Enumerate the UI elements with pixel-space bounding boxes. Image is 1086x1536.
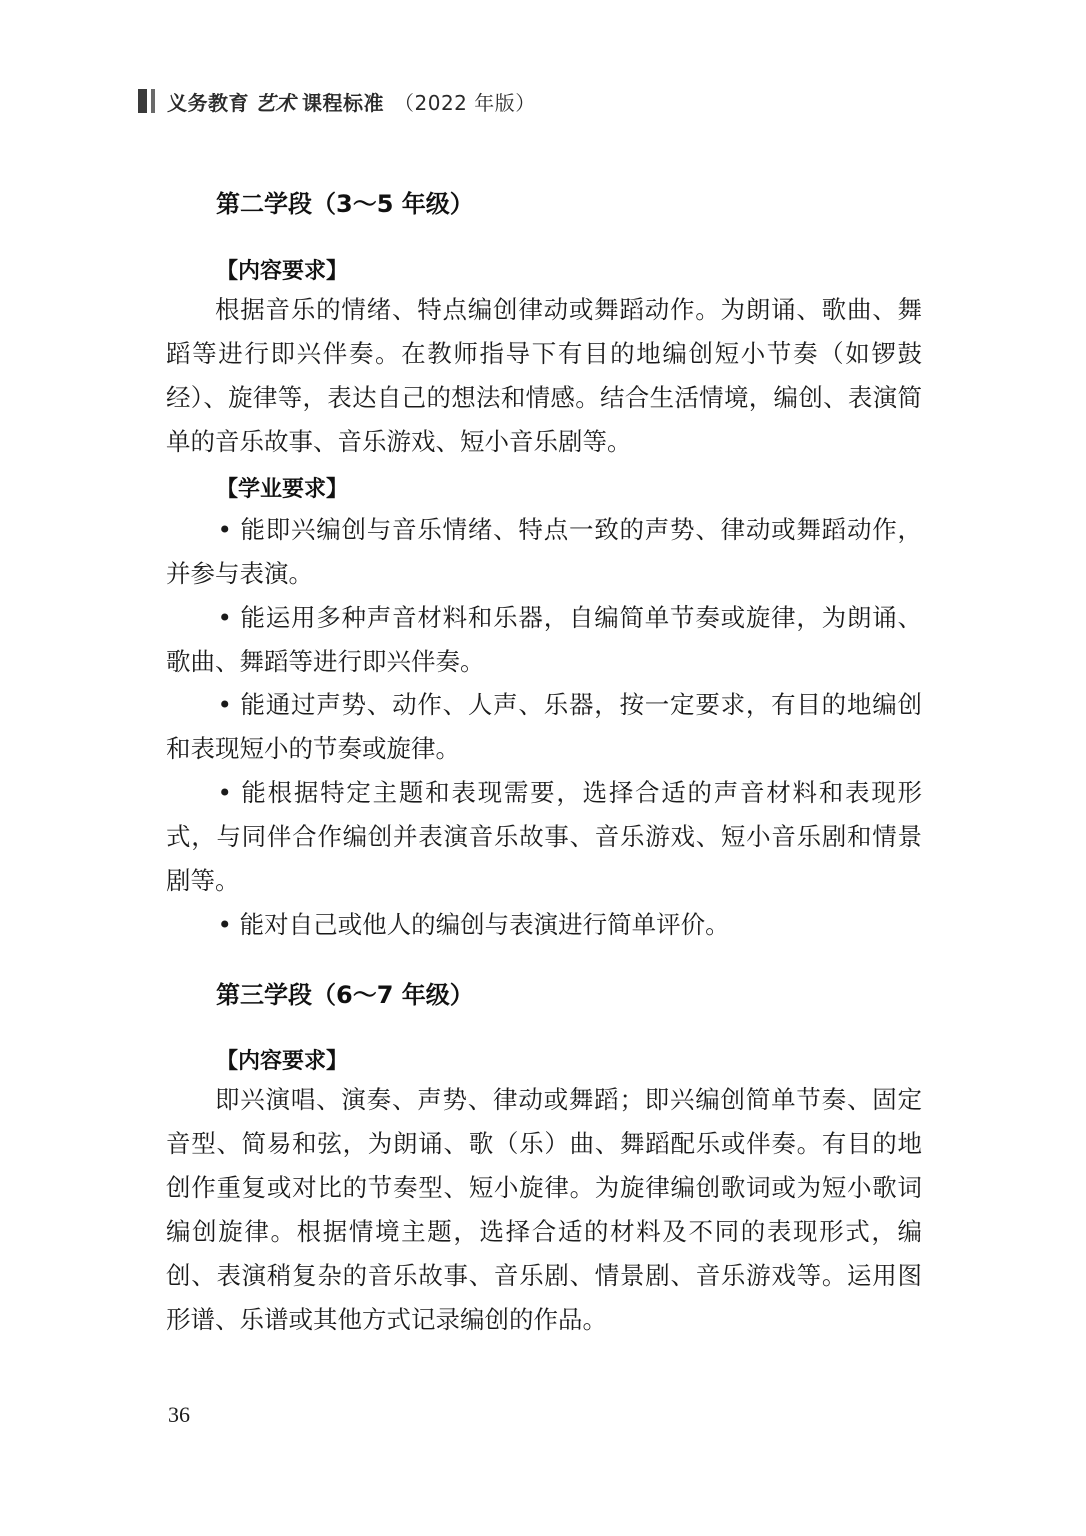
section2-content-heading: 【内容要求】 [216,259,349,284]
header-bar-thin [151,89,155,113]
running-header [138,86,536,116]
section2-bullet-3: • 能通过声势、动作、人声、乐器，按一定要求，有目的地编创和表现短小的节奏或旋律。 [166,690,922,763]
section2-title: 第二学段（3～5 年级） [216,190,474,218]
section2-bullet-5: • 能对自己或他人的编创与表演进行简单评价。 [217,910,730,939]
section2-bullet-1: • 能即兴编创与音乐情绪、特点一致的声势、律动或舞蹈动作，并参与表演。 [166,515,922,588]
section2-bullet-4: • 能根据特定主题和表现需要，选择合适的声音材料和表现形式，与同伴合作编创并表演音乐故事、音乐游戏、短小音乐剧和情景剧等。 [166,778,922,895]
header-edition: （2022 年版） [394,90,536,115]
section2-academic-heading: 【学业要求】 [216,477,349,502]
header-bar-thick [138,89,147,113]
section3-content-heading: 【内容要求】 [216,1049,349,1074]
section3-title: 第三学段（6～7 年级） [216,981,474,1009]
header-title-part2: 课程标准 [302,90,384,115]
section2-content-paragraph: 根据音乐的情绪、特点编创律动或舞蹈动作。为朗诵、歌曲、舞蹈等进行即兴伴奏。在教师指导下有目的地编创短小节奏（如锣鼓经）、旋律等，表达自己的想法和情感。结合生活情境，编创、表演简单的音乐故事、音乐游戏、短小音乐剧等。 [166,295,922,456]
page-number: 36 [168,1402,190,1427]
header-title [167,87,536,116]
header-bar-marks [138,89,155,113]
section2-bullet-2: • 能运用多种声音材料和乐器，自编简单节奏或旋律，为朗诵、歌曲、舞蹈等进行即兴伴奏。 [166,603,922,676]
section3-content-paragraph: 即兴演唱、演奏、声势、律动或舞蹈；即兴编创简单节奏、固定音型、简易和弦，为朗诵、歌（乐）曲、舞蹈配乐或伴奏。有目的地创作重复或对比的节奏型、短小旋律。为旋律编创歌词或为短小歌词编创旋律。根据情境主题，选择合适的材料及不同的表现形式，编创、表演稍复杂的音乐故事、音乐剧、情景剧、音乐游戏等。运用图形谱、乐谱或其他方式记录编创的作品。 [166,1085,922,1334]
header-title-italic: 艺术 [255,90,296,115]
header-title-part1: 义务教育 [167,90,249,115]
